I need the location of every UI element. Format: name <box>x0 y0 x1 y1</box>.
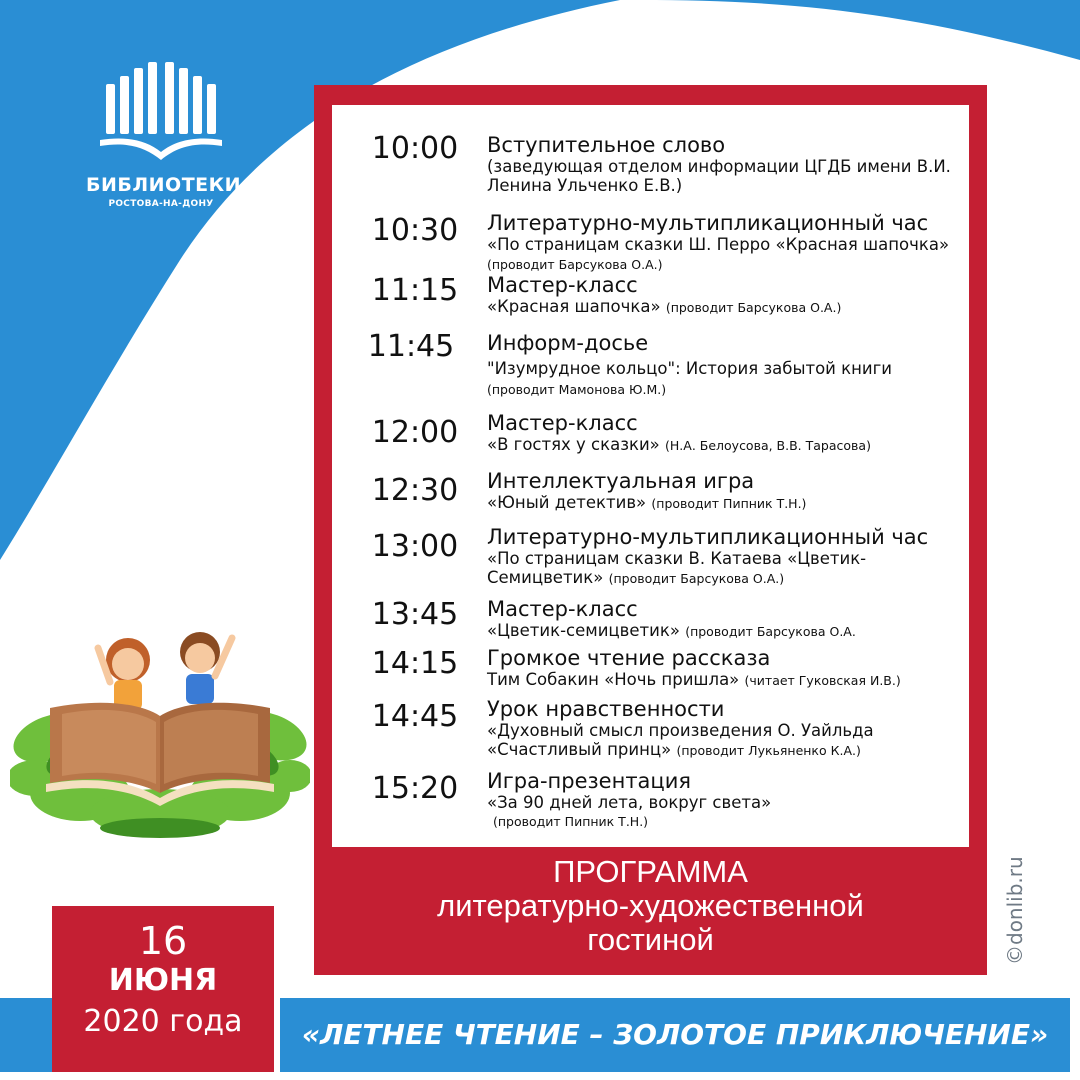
event-description: «В гостях у сказки» <box>487 435 660 454</box>
event-title: Урок нравственности <box>487 697 725 721</box>
event-description: «За 90 дней лета, вокруг света» <box>487 793 772 812</box>
event-title: Интеллектуальная игра <box>487 469 755 493</box>
event-description: «Духовный смысл произведения О. Уайльда «Счастливый принц» <box>487 721 874 759</box>
event-title: Информ-досье <box>487 331 649 355</box>
program-title-line2: литературно-художественной <box>437 888 864 923</box>
program-title <box>314 855 987 957</box>
event-title: Мастер-класс <box>487 411 638 435</box>
schedule-event <box>487 525 957 588</box>
event-note: (проводит Барсукова О.А.) <box>487 257 663 272</box>
event-title: Литературно-мультипликационный час <box>487 211 929 235</box>
event-description: "Изумрудное кольцо": История забытой книги <box>487 359 893 378</box>
event-year: 2020 года <box>83 1004 243 1039</box>
event-month: ИЮНЯ <box>108 963 218 998</box>
event-description: «Цветик-семицветик» <box>487 621 680 640</box>
schedule-time: 12:00 <box>371 415 459 450</box>
schedule-time: 14:15 <box>371 646 459 681</box>
event-description: «Красная шапочка» <box>487 297 661 316</box>
event-note: (Н.А. Белоусова, В.В. Тарасова) <box>665 438 871 453</box>
schedule-time: 13:00 <box>371 529 459 564</box>
schedule-time: 13:45 <box>371 597 459 632</box>
event-description: (заведующая отделом информации ЦГДБ имени В.И. Ленина Ульченко Е.В.) <box>487 157 951 195</box>
schedule-event <box>487 331 957 397</box>
schedule-event <box>487 133 957 195</box>
program-title-line3: гостиной <box>587 922 714 957</box>
schedule-event <box>487 273 957 317</box>
schedule-event <box>487 469 957 513</box>
event-note: (проводит Мамонова Ю.М.) <box>487 382 667 397</box>
event-note: (проводит Барсукова О.А. <box>685 624 856 639</box>
event-note: (проводит Лукьяненко К.А.) <box>676 743 861 758</box>
event-date-box <box>52 906 274 1072</box>
schedule-event <box>487 211 957 274</box>
schedule-time: 11:15 <box>371 273 459 308</box>
schedule-panel <box>314 85 987 975</box>
copyright-text: ©donlib.ru <box>1003 856 1027 965</box>
schedule-time: 12:30 <box>371 473 459 508</box>
schedule-time: 11:45 <box>367 329 455 364</box>
schedule-time: 10:00 <box>371 131 459 166</box>
open-book-icon <box>96 62 226 166</box>
logo-name: БИБЛИОТЕКИ <box>86 174 242 196</box>
event-title: Литературно-мультипликационный час <box>487 525 929 549</box>
event-note: (читает Гуковская И.В.) <box>744 673 901 688</box>
schedule-time: 14:45 <box>371 699 459 734</box>
slogan-bar <box>280 998 1070 1072</box>
event-note: (проводит Пипник Т.Н.) <box>651 496 807 511</box>
event-title: Мастер-класс <box>487 273 638 297</box>
program-title-line1: ПРОГРАММА <box>553 854 748 889</box>
event-description: «Юный детектив» <box>487 493 647 512</box>
schedule-event <box>487 411 957 455</box>
event-note: (проводит Барсукова О.А.) <box>665 300 842 315</box>
schedule-event <box>487 769 957 829</box>
event-day: 16 <box>138 919 188 963</box>
logo-subtitle: РОСТОВА-НА-ДОНУ <box>108 199 214 209</box>
event-title: Мастер-класс <box>487 597 638 621</box>
schedule-list <box>332 105 969 847</box>
schedule-event <box>487 597 957 641</box>
schedule-event <box>487 697 957 760</box>
event-title: Громкое чтение рассказа <box>487 646 771 670</box>
event-description: «По страницам сказки Ш. Перро «Красная шапочка» <box>487 235 950 254</box>
schedule-time: 15:20 <box>371 771 459 806</box>
schedule-time: 10:30 <box>371 213 459 248</box>
event-title: Игра-презентация <box>487 769 691 793</box>
event-description: «По страницам сказки В. Катаева «Цветик-Семицветик» <box>487 549 867 587</box>
bottom-left-strip <box>0 998 52 1072</box>
event-note: (проводит Пипник Т.Н.) <box>493 814 649 829</box>
kids-reading-illustration <box>10 618 310 838</box>
event-title: Вступительное слово <box>487 133 726 157</box>
event-note: (проводит Барсукова О.А.) <box>608 571 785 586</box>
slogan-text: «ЛЕТНЕЕ ЧТЕНИЕ – ЗОЛОТОЕ ПРИКЛЮЧЕНИЕ» <box>301 1018 1049 1051</box>
schedule-event <box>487 646 957 690</box>
event-description: Тим Собакин «Ночь пришла» <box>487 670 740 689</box>
library-logo <box>86 62 242 209</box>
